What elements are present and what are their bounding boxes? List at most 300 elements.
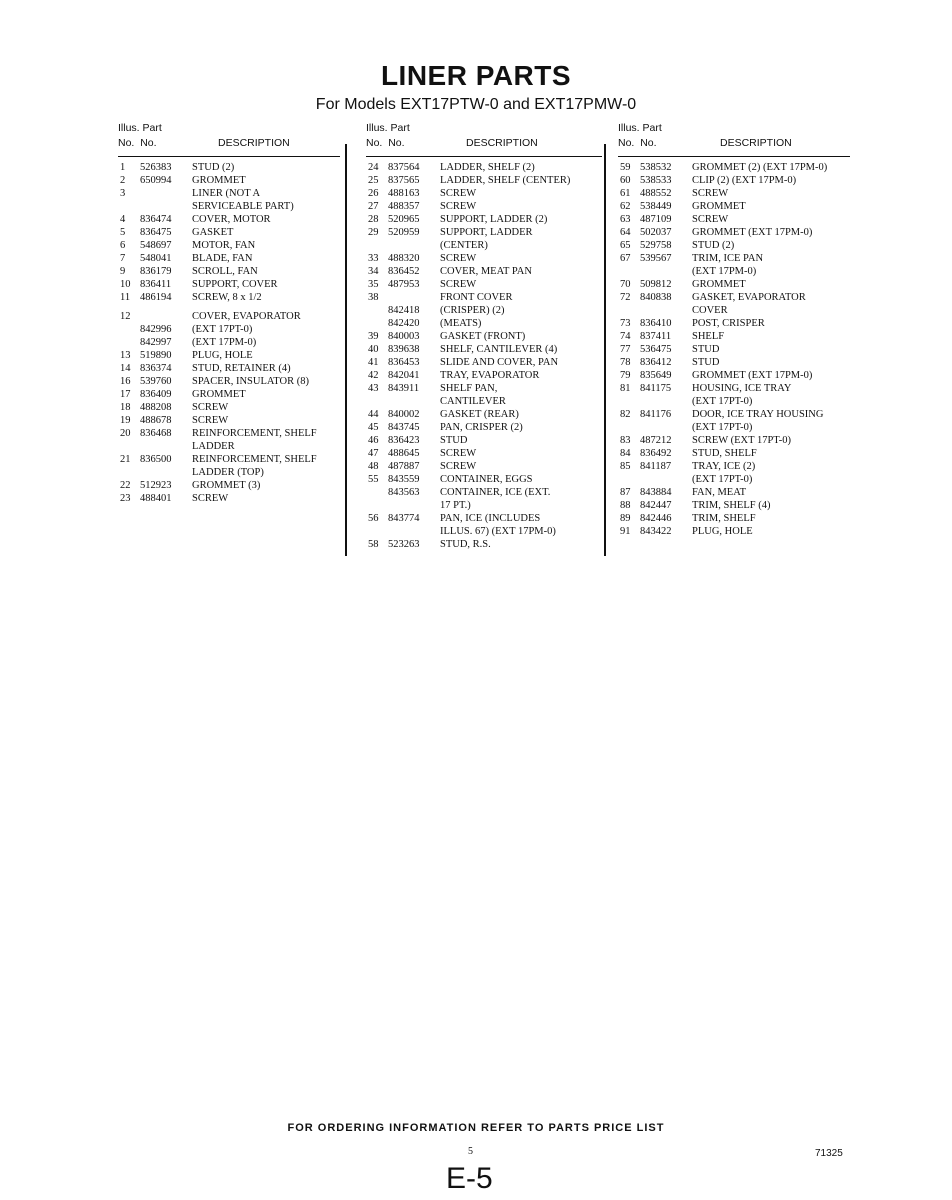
column-header bbox=[118, 122, 340, 157]
part-row bbox=[618, 200, 850, 213]
part-number: 835649 bbox=[640, 370, 672, 381]
part-description: GROMMET (EXT 17PM-0) bbox=[692, 370, 813, 381]
page-label: E-5 bbox=[446, 1162, 493, 1195]
part-number: 840838 bbox=[640, 292, 672, 303]
column-header bbox=[618, 122, 850, 157]
part-number: 843559 bbox=[388, 474, 420, 485]
illus-number: 7 bbox=[120, 253, 126, 264]
part-number: 843422 bbox=[640, 526, 672, 537]
illus-number: 35 bbox=[368, 279, 379, 290]
illus-number: 59 bbox=[620, 162, 631, 173]
part-description: SHELF, CANTILEVER (4) bbox=[440, 344, 558, 355]
illus-number: 73 bbox=[620, 318, 631, 329]
part-number: 836500 bbox=[140, 454, 172, 465]
part-description: REINFORCEMENT, SHELF LADDER (TOP) bbox=[192, 454, 317, 478]
illus-number: 38 bbox=[368, 292, 379, 303]
part-row bbox=[618, 174, 850, 187]
illus-number: 18 bbox=[120, 402, 131, 413]
illus-number: 3 bbox=[120, 188, 126, 199]
part-number: 836475 bbox=[140, 227, 172, 238]
illus-number: 21 bbox=[120, 454, 131, 465]
part-row bbox=[618, 356, 850, 369]
illus-number: 27 bbox=[368, 201, 379, 212]
part-description: POST, CRISPER bbox=[692, 318, 765, 329]
part-number: 842997 bbox=[140, 337, 172, 348]
part-number: 529758 bbox=[640, 240, 672, 251]
illus-number: 42 bbox=[368, 370, 379, 381]
part-description: SCREW bbox=[440, 201, 477, 212]
part-description: GASKET (REAR) bbox=[440, 409, 519, 420]
illus-number: 24 bbox=[368, 162, 379, 173]
part-row bbox=[366, 356, 602, 369]
part-row bbox=[118, 336, 340, 349]
part-row bbox=[118, 388, 340, 401]
part-description: COVER, MOTOR bbox=[192, 214, 271, 225]
part-row bbox=[118, 323, 340, 336]
part-description: GROMMET (2) (EXT 17PM-0) bbox=[692, 162, 828, 173]
part-number: 519890 bbox=[140, 350, 172, 361]
illus-number: 55 bbox=[368, 474, 379, 485]
part-description: SUPPORT, LADDER (2) bbox=[440, 214, 548, 225]
part-description: STUD, RETAINER (4) bbox=[192, 363, 291, 374]
part-description: GASKET bbox=[192, 227, 234, 238]
part-number: 650994 bbox=[140, 175, 172, 186]
part-row bbox=[618, 252, 850, 278]
illus-number: 28 bbox=[368, 214, 379, 225]
illus-number: 67 bbox=[620, 253, 631, 264]
illus-number: 22 bbox=[120, 480, 131, 491]
illus-number: 39 bbox=[368, 331, 379, 342]
part-description: SHELF bbox=[692, 331, 725, 342]
part-row bbox=[118, 479, 340, 492]
part-row bbox=[118, 226, 340, 239]
part-description: SCREW bbox=[192, 493, 229, 504]
part-description: CONTAINER, EGGS bbox=[440, 474, 533, 485]
part-row bbox=[118, 291, 340, 304]
part-number: 836474 bbox=[140, 214, 172, 225]
part-row bbox=[618, 434, 850, 447]
part-number: 488645 bbox=[388, 448, 420, 459]
illus-number: 79 bbox=[620, 370, 631, 381]
ordering-note: FOR ORDERING INFORMATION REFER TO PARTS PRICE LIST bbox=[287, 1122, 665, 1134]
part-row bbox=[366, 408, 602, 421]
illus-number: 47 bbox=[368, 448, 379, 459]
part-number: 488401 bbox=[140, 493, 172, 504]
part-row bbox=[118, 401, 340, 414]
part-number: 836453 bbox=[388, 357, 420, 368]
parts-list bbox=[118, 157, 340, 505]
part-description: STUD, SHELF bbox=[692, 448, 757, 459]
part-number: 488678 bbox=[140, 415, 172, 426]
part-row bbox=[118, 427, 340, 453]
illus-number: 91 bbox=[620, 526, 631, 537]
part-row bbox=[366, 460, 602, 473]
illus-number: 25 bbox=[368, 175, 379, 186]
header-description: DESCRIPTION bbox=[720, 137, 792, 149]
part-row bbox=[366, 265, 602, 278]
part-description: GROMMET bbox=[692, 279, 746, 290]
part-row bbox=[618, 512, 850, 525]
part-row bbox=[618, 330, 850, 343]
part-number: 536475 bbox=[640, 344, 672, 355]
part-description: GASKET (FRONT) bbox=[440, 331, 526, 342]
part-description: TRAY, ICE (2) (EXT 17PT-0) bbox=[692, 461, 756, 485]
part-number: 488552 bbox=[640, 188, 672, 199]
illus-number: 10 bbox=[120, 279, 131, 290]
part-number: 843745 bbox=[388, 422, 420, 433]
part-number: 842996 bbox=[140, 324, 172, 335]
part-description: SCREW (EXT 17PT-0) bbox=[692, 435, 791, 446]
part-row bbox=[366, 447, 602, 460]
illus-number: 64 bbox=[620, 227, 631, 238]
part-number: 520965 bbox=[388, 214, 420, 225]
part-row bbox=[618, 486, 850, 499]
part-row bbox=[118, 213, 340, 226]
illus-number: 43 bbox=[368, 383, 379, 394]
illus-number: 58 bbox=[368, 539, 379, 550]
part-number: 837411 bbox=[640, 331, 672, 342]
part-row bbox=[618, 239, 850, 252]
part-row bbox=[366, 187, 602, 200]
part-row bbox=[366, 200, 602, 213]
part-description: GASKET, EVAPORATOR COVER bbox=[692, 292, 806, 316]
part-row bbox=[618, 278, 850, 291]
part-number: 520959 bbox=[388, 227, 420, 238]
part-number: 538533 bbox=[640, 175, 672, 186]
part-row bbox=[618, 525, 850, 538]
illus-number: 70 bbox=[620, 279, 631, 290]
part-description: FAN, MEAT bbox=[692, 487, 747, 498]
part-number: 526383 bbox=[140, 162, 172, 173]
part-description: STUD, R.S. bbox=[440, 539, 491, 550]
part-description: SPACER, INSULATOR (8) bbox=[192, 376, 309, 387]
illus-number: 12 bbox=[120, 311, 131, 322]
part-description: LINER (NOT A SERVICEABLE PART) bbox=[192, 188, 294, 212]
part-description: (EXT 17PT-0) bbox=[192, 324, 253, 335]
part-number: 837564 bbox=[388, 162, 420, 173]
part-row bbox=[118, 362, 340, 375]
part-description: SCREW bbox=[440, 461, 477, 472]
part-row bbox=[118, 239, 340, 252]
part-description: STUD (2) bbox=[692, 240, 735, 251]
part-number: 836411 bbox=[140, 279, 172, 290]
part-row bbox=[618, 317, 850, 330]
illus-number: 1 bbox=[120, 162, 126, 173]
illus-number: 44 bbox=[368, 409, 379, 420]
part-number: 836492 bbox=[640, 448, 672, 459]
part-description: FRONT COVER bbox=[440, 292, 513, 303]
part-number: 840003 bbox=[388, 331, 420, 342]
illus-number: 29 bbox=[368, 227, 379, 238]
part-row bbox=[366, 421, 602, 434]
part-number: 842041 bbox=[388, 370, 420, 381]
illus-number: 6 bbox=[120, 240, 126, 251]
parts-list bbox=[366, 157, 602, 551]
part-row bbox=[118, 453, 340, 479]
part-description: PLUG, HOLE bbox=[692, 526, 753, 537]
illus-number: 16 bbox=[120, 376, 131, 387]
illus-number: 45 bbox=[368, 422, 379, 433]
part-description: SCREW, 8 x 1/2 bbox=[192, 292, 262, 303]
part-description: STUD bbox=[692, 344, 720, 355]
part-number: 836410 bbox=[640, 318, 672, 329]
part-number: 843911 bbox=[388, 383, 420, 394]
part-description: (EXT 17PM-0) bbox=[192, 337, 257, 348]
part-row bbox=[618, 213, 850, 226]
parts-list bbox=[618, 157, 850, 538]
illus-number: 33 bbox=[368, 253, 379, 264]
part-description: GROMMET bbox=[692, 201, 746, 212]
part-number: 843774 bbox=[388, 513, 420, 524]
illus-number: 40 bbox=[368, 344, 379, 355]
header-illus-part: Illus. Part bbox=[618, 122, 662, 134]
column-header bbox=[366, 122, 602, 157]
header-illus-part: Illus. Part bbox=[118, 122, 162, 134]
part-description: GROMMET bbox=[192, 175, 246, 186]
part-number: 538532 bbox=[640, 162, 672, 173]
part-number: 509812 bbox=[640, 279, 672, 290]
illus-number: 26 bbox=[368, 188, 379, 199]
part-description: (CRISPER) (2) bbox=[440, 305, 505, 316]
part-row bbox=[118, 310, 340, 323]
part-row bbox=[366, 369, 602, 382]
part-description: DOOR, ICE TRAY HOUSING (EXT 17PT-0) bbox=[692, 409, 824, 433]
illus-number: 17 bbox=[120, 389, 131, 400]
illus-number: 89 bbox=[620, 513, 631, 524]
illus-number: 5 bbox=[120, 227, 126, 238]
header-illus-part: Illus. Part bbox=[366, 122, 410, 134]
part-row bbox=[366, 434, 602, 447]
part-row bbox=[618, 369, 850, 382]
illus-number: 74 bbox=[620, 331, 631, 342]
part-row bbox=[118, 265, 340, 278]
part-row bbox=[366, 278, 602, 291]
part-description: TRIM, ICE PAN (EXT 17PM-0) bbox=[692, 253, 764, 277]
illus-number: 84 bbox=[620, 448, 631, 459]
illus-number: 77 bbox=[620, 344, 631, 355]
part-number: 486194 bbox=[140, 292, 172, 303]
part-number: 548041 bbox=[140, 253, 172, 264]
part-row bbox=[618, 460, 850, 486]
column-divider bbox=[604, 144, 606, 556]
header-description: DESCRIPTION bbox=[218, 137, 290, 149]
illus-number: 81 bbox=[620, 383, 631, 394]
part-number: 843563 bbox=[388, 487, 420, 498]
part-number: 487212 bbox=[640, 435, 672, 446]
part-description: LADDER, SHELF (2) bbox=[440, 162, 535, 173]
part-number: 512923 bbox=[140, 480, 172, 491]
column-divider bbox=[345, 144, 347, 556]
illus-number: 13 bbox=[120, 350, 131, 361]
part-number: 836412 bbox=[640, 357, 672, 368]
part-description: SCREW bbox=[440, 188, 477, 199]
part-description: BLADE, FAN bbox=[192, 253, 253, 264]
part-description: (MEATS) bbox=[440, 318, 482, 329]
part-row bbox=[618, 382, 850, 408]
header-numbers: No. No. bbox=[366, 137, 405, 149]
parts-column-3 bbox=[618, 122, 850, 538]
part-description: GROMMET bbox=[192, 389, 246, 400]
illus-number: 88 bbox=[620, 500, 631, 511]
part-description: TRIM, SHELF (4) bbox=[692, 500, 771, 511]
part-number: 487109 bbox=[640, 214, 672, 225]
part-row bbox=[366, 512, 602, 538]
part-number: 843884 bbox=[640, 487, 672, 498]
illus-number: 46 bbox=[368, 435, 379, 446]
part-number: 487887 bbox=[388, 461, 420, 472]
part-description: REINFORCEMENT, SHELF LADDER bbox=[192, 428, 317, 452]
illus-number: 41 bbox=[368, 357, 379, 368]
page-number: 5 bbox=[468, 1146, 473, 1157]
illus-number: 63 bbox=[620, 214, 631, 225]
part-number: 839638 bbox=[388, 344, 420, 355]
part-row bbox=[366, 382, 602, 408]
part-number: 840002 bbox=[388, 409, 420, 420]
illus-number: 87 bbox=[620, 487, 631, 498]
part-number: 538449 bbox=[640, 201, 672, 212]
illus-number: 78 bbox=[620, 357, 631, 368]
part-row bbox=[618, 226, 850, 239]
part-number: 488208 bbox=[140, 402, 172, 413]
part-number: 523263 bbox=[388, 539, 420, 550]
part-number: 836409 bbox=[140, 389, 172, 400]
part-row bbox=[118, 174, 340, 187]
part-row bbox=[118, 161, 340, 174]
part-row bbox=[118, 278, 340, 291]
part-description: STUD bbox=[692, 357, 720, 368]
part-row bbox=[366, 317, 602, 330]
part-number: 841175 bbox=[640, 383, 672, 394]
part-number: 502037 bbox=[640, 227, 672, 238]
part-number: 548697 bbox=[140, 240, 172, 251]
illus-number: 14 bbox=[120, 363, 131, 374]
part-row bbox=[366, 330, 602, 343]
part-description: SCREW bbox=[692, 188, 729, 199]
part-number: 836452 bbox=[388, 266, 420, 277]
part-description: COVER, MEAT PAN bbox=[440, 266, 532, 277]
part-row bbox=[118, 252, 340, 265]
part-number: 836423 bbox=[388, 435, 420, 446]
illus-number: 65 bbox=[620, 240, 631, 251]
part-row bbox=[366, 473, 602, 486]
illus-number: 56 bbox=[368, 513, 379, 524]
illus-number: 23 bbox=[120, 493, 131, 504]
part-description: CLIP (2) (EXT 17PM-0) bbox=[692, 175, 797, 186]
illus-number: 72 bbox=[620, 292, 631, 303]
part-description: SCREW bbox=[692, 214, 729, 225]
header-numbers: No. No. bbox=[118, 137, 157, 149]
illus-number: 19 bbox=[120, 415, 131, 426]
part-row bbox=[618, 499, 850, 512]
illus-number: 34 bbox=[368, 266, 379, 277]
part-description: SCREW bbox=[440, 279, 477, 290]
part-description: SLIDE AND COVER, PAN bbox=[440, 357, 559, 368]
parts-column-2 bbox=[366, 122, 602, 551]
part-row bbox=[366, 291, 602, 304]
illus-number: 61 bbox=[620, 188, 631, 199]
part-number: 487953 bbox=[388, 279, 420, 290]
part-number: 836374 bbox=[140, 363, 172, 374]
part-number: 841187 bbox=[640, 461, 672, 472]
illus-number: 85 bbox=[620, 461, 631, 472]
part-number: 842447 bbox=[640, 500, 672, 511]
part-description: COVER, EVAPORATOR bbox=[192, 311, 301, 322]
illus-number: 11 bbox=[120, 292, 131, 303]
illus-number: 20 bbox=[120, 428, 131, 439]
part-row bbox=[366, 252, 602, 265]
part-number: 836179 bbox=[140, 266, 172, 277]
part-description: PAN, CRISPER (2) bbox=[440, 422, 523, 433]
header-description: DESCRIPTION bbox=[466, 137, 538, 149]
part-number: 842420 bbox=[388, 318, 420, 329]
part-row bbox=[366, 343, 602, 356]
illus-number: 60 bbox=[620, 175, 631, 186]
part-description: SCROLL, FAN bbox=[192, 266, 258, 277]
part-number: 539567 bbox=[640, 253, 672, 264]
illus-number: 62 bbox=[620, 201, 631, 212]
part-description: PAN, ICE (INCLUDES ILLUS. 67) (EXT 17PM-0) bbox=[440, 513, 556, 537]
part-row bbox=[366, 304, 602, 317]
part-description: MOTOR, FAN bbox=[192, 240, 256, 251]
part-row bbox=[618, 447, 850, 460]
document-code: 71325 bbox=[815, 1148, 843, 1159]
part-number: 842418 bbox=[388, 305, 420, 316]
part-row bbox=[366, 486, 602, 512]
part-description: SCREW bbox=[192, 402, 229, 413]
part-description: HOUSING, ICE TRAY (EXT 17PT-0) bbox=[692, 383, 792, 407]
part-row bbox=[366, 213, 602, 226]
part-description: TRAY, EVAPORATOR bbox=[440, 370, 540, 381]
page-subtitle: For Models EXT17PTW-0 and EXT17PMW-0 bbox=[315, 96, 637, 113]
illus-number: 9 bbox=[120, 266, 126, 277]
part-row bbox=[366, 538, 602, 551]
part-number: 842446 bbox=[640, 513, 672, 524]
illus-number: 82 bbox=[620, 409, 631, 420]
part-description: STUD (2) bbox=[192, 162, 235, 173]
part-row bbox=[618, 161, 850, 174]
part-number: 836468 bbox=[140, 428, 172, 439]
part-description: PLUG, HOLE bbox=[192, 350, 253, 361]
part-row bbox=[118, 414, 340, 427]
part-number: 488357 bbox=[388, 201, 420, 212]
part-description: GROMMET (3) bbox=[192, 480, 261, 491]
illus-number: 4 bbox=[120, 214, 126, 225]
part-description: SCREW bbox=[440, 448, 477, 459]
part-description: TRIM, SHELF bbox=[692, 513, 756, 524]
header-numbers: No. No. bbox=[618, 137, 657, 149]
illus-number: 2 bbox=[120, 175, 126, 186]
part-row bbox=[618, 343, 850, 356]
part-number: 488320 bbox=[388, 253, 420, 264]
part-row bbox=[118, 187, 340, 213]
part-description: SHELF PAN, CANTILEVER bbox=[440, 383, 506, 407]
part-description: LADDER, SHELF (CENTER) bbox=[440, 175, 571, 186]
page-title: LINER PARTS bbox=[380, 60, 572, 91]
part-row bbox=[618, 187, 850, 200]
part-description: SCREW bbox=[192, 415, 229, 426]
part-row bbox=[618, 291, 850, 317]
part-row bbox=[118, 375, 340, 388]
part-row bbox=[366, 161, 602, 174]
part-number: 837565 bbox=[388, 175, 420, 186]
part-row bbox=[118, 349, 340, 362]
part-description: STUD bbox=[440, 435, 468, 446]
part-description: GROMMET (EXT 17PM-0) bbox=[692, 227, 813, 238]
part-description: SUPPORT, LADDER (CENTER) bbox=[440, 227, 533, 251]
part-number: 488163 bbox=[388, 188, 420, 199]
part-row bbox=[618, 408, 850, 434]
part-row bbox=[366, 226, 602, 252]
